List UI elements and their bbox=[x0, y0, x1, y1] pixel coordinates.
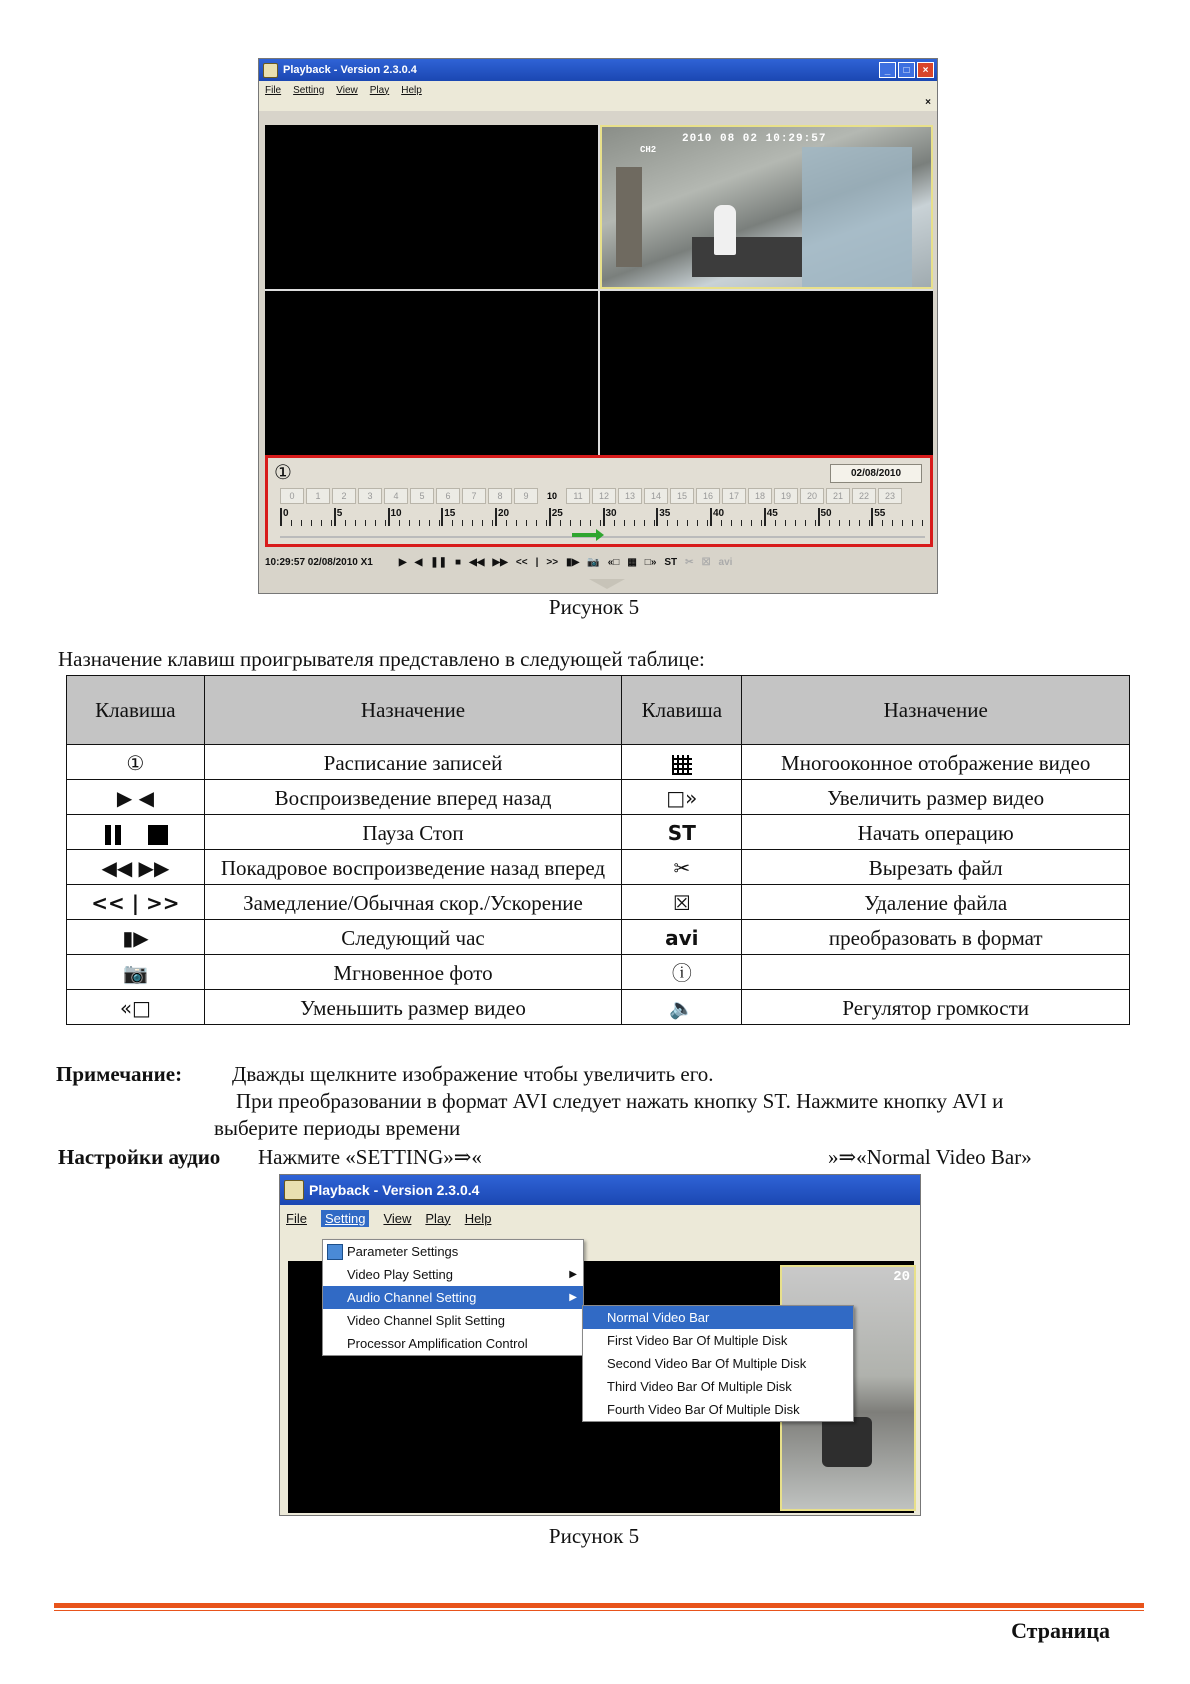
submenu-fourth-video-bar[interactable]: Fourth Video Bar Of Multiple Disk bbox=[607, 1402, 800, 1417]
title-bar bbox=[280, 1175, 920, 1205]
minute-mark: 40 bbox=[710, 508, 764, 526]
table-row bbox=[67, 745, 1130, 780]
minute-mark: 30 bbox=[603, 508, 657, 526]
footer-rule-thin bbox=[54, 1610, 1144, 1611]
audio-label: Настройки аудио bbox=[58, 1145, 221, 1169]
table-cell: Увеличить размер видео bbox=[742, 780, 1130, 815]
normal-speed-icon[interactable]: | bbox=[535, 556, 539, 568]
record-schedule-timeline bbox=[265, 455, 933, 547]
menu-file[interactable]: File bbox=[286, 1210, 307, 1226]
submenu-arrow-icon: ▶ bbox=[569, 1269, 577, 1280]
speed-control-icon: << | >> bbox=[67, 885, 205, 920]
menu-bar bbox=[280, 1205, 920, 1231]
submenu-second-video-bar[interactable]: Second Video Bar Of Multiple Disk bbox=[607, 1356, 807, 1371]
window-title: Playback - Version 2.3.0.4 bbox=[309, 1182, 480, 1198]
maximize-button[interactable]: □ bbox=[898, 62, 915, 78]
table-cell: Замедление/Обычная скор./Ускорение bbox=[204, 885, 621, 920]
page-label: Страница bbox=[1011, 1618, 1110, 1643]
next-hour-icon[interactable]: ▮▶ bbox=[566, 556, 580, 568]
close-button[interactable]: × bbox=[917, 62, 934, 78]
header-key-1: Клавиша bbox=[67, 676, 205, 745]
table-cell: Покадровое воспроизведение назад вперед bbox=[204, 850, 621, 885]
frame-back-icon[interactable]: ◀◀ bbox=[469, 556, 485, 568]
table-cell: Воспроизведение вперед назад bbox=[204, 780, 621, 815]
table-cell: Многооконное отображение видео bbox=[742, 745, 1130, 780]
menu-item-parameter-settings[interactable]: Parameter Settings bbox=[323, 1240, 583, 1263]
next-hour-icon: ▮▶ bbox=[67, 920, 205, 955]
hour-button[interactable]: 20 bbox=[800, 488, 824, 504]
hour-button[interactable]: 13 bbox=[618, 488, 642, 504]
setting-dropdown bbox=[322, 1239, 584, 1356]
hour-button[interactable]: 23 bbox=[878, 488, 902, 504]
table-cell bbox=[742, 955, 1130, 990]
camera-timestamp: 2010 08 02 10:29:57 bbox=[682, 133, 827, 145]
table-row bbox=[67, 815, 1130, 850]
play-reverse-icon: ▶ ◀ bbox=[67, 780, 205, 815]
hour-button[interactable]: 11 bbox=[566, 488, 590, 504]
menu-play[interactable]: Play bbox=[425, 1210, 451, 1226]
minute-mark: 55 bbox=[871, 508, 925, 526]
zoom-out-video-icon: «□ bbox=[67, 990, 205, 1025]
schedule-icon: ① bbox=[67, 745, 205, 780]
camera-scene-desk bbox=[692, 237, 802, 277]
hour-button[interactable]: 18 bbox=[748, 488, 772, 504]
multi-window-icon bbox=[622, 745, 742, 780]
panel-bar bbox=[259, 99, 937, 111]
window-title: Playback - Version 2.3.0.4 bbox=[283, 64, 417, 76]
table-row bbox=[67, 920, 1130, 955]
keys-table bbox=[66, 675, 1130, 1025]
slow-icon[interactable]: << bbox=[515, 556, 528, 568]
expand-handle-icon[interactable] bbox=[589, 579, 625, 589]
status-time: 10:29:57 02/08/2010 X1 bbox=[265, 556, 373, 568]
snapshot-icon[interactable]: 📷 bbox=[587, 556, 600, 568]
timeline-position-indicator[interactable] bbox=[572, 531, 604, 539]
menu-bar bbox=[259, 81, 937, 99]
table-cell: Начать операцию bbox=[742, 815, 1130, 850]
menu-item-video-channel-split[interactable]: Video Channel Split Setting bbox=[347, 1313, 506, 1328]
timeline-date[interactable]: 02/08/2010 bbox=[830, 464, 922, 483]
hour-button[interactable]: 3 bbox=[358, 488, 382, 504]
minute-mark: 25 bbox=[549, 508, 603, 526]
menu-item-audio-channel-setting[interactable]: Audio Channel Setting ▶ bbox=[323, 1286, 583, 1309]
video-pane-1[interactable] bbox=[265, 125, 598, 289]
hour-button[interactable]: 16 bbox=[696, 488, 720, 504]
hour-button[interactable]: 12 bbox=[592, 488, 616, 504]
hour-button[interactable]: 21 bbox=[826, 488, 850, 504]
hour-button[interactable]: 9 bbox=[514, 488, 538, 504]
table-cell: Пауза Стоп bbox=[204, 815, 621, 850]
minute-mark: 0 bbox=[280, 508, 334, 526]
hour-button[interactable]: 15 bbox=[670, 488, 694, 504]
parameter-settings-icon bbox=[327, 1244, 343, 1260]
table-cell: Следующий час bbox=[204, 920, 621, 955]
app-icon bbox=[284, 1180, 304, 1200]
submenu-first-video-bar[interactable]: First Video Bar Of Multiple Disk bbox=[607, 1333, 788, 1348]
cut-file-icon: ✂ bbox=[622, 850, 742, 885]
camera-osd-fragment: 20 bbox=[893, 1269, 910, 1285]
snapshot-camera-icon: 📷 bbox=[67, 955, 205, 990]
hour-button[interactable]: 14 bbox=[644, 488, 668, 504]
menu-help[interactable]: Help bbox=[401, 84, 422, 96]
figure-caption-1: Рисунок 5 bbox=[548, 595, 640, 619]
camera-scene-wall bbox=[802, 147, 912, 287]
video-pane-4[interactable] bbox=[600, 291, 933, 455]
menu-play[interactable]: Play bbox=[369, 84, 390, 96]
menu-item-video-play-setting[interactable]: Video Play Setting ▶ bbox=[323, 1263, 583, 1286]
hour-button[interactable]: 5 bbox=[410, 488, 434, 504]
avi-convert-icon: avi bbox=[622, 920, 742, 955]
menu-file[interactable]: File bbox=[265, 84, 282, 96]
hour-buttons bbox=[280, 488, 902, 504]
figure-caption-2: Рисунок 5 bbox=[548, 1524, 640, 1548]
title-bar bbox=[259, 59, 937, 81]
info-icon: ⓘ bbox=[622, 955, 742, 990]
table-row bbox=[67, 990, 1130, 1025]
submenu-normal-video-bar[interactable]: Normal Video Bar bbox=[583, 1306, 853, 1329]
menu-view[interactable]: View bbox=[383, 1210, 412, 1226]
note-line-3: выберите периоды времени bbox=[214, 1116, 461, 1140]
hour-button[interactable]: 8 bbox=[488, 488, 512, 504]
header-key-2: Клавиша bbox=[622, 676, 742, 745]
start-operation-icon: ST bbox=[622, 815, 742, 850]
stop-icon[interactable]: ■ bbox=[455, 556, 462, 568]
pause-stop-icon bbox=[67, 815, 205, 850]
playback-controls bbox=[265, 551, 933, 573]
hour-button[interactable]: 0 bbox=[280, 488, 304, 504]
avi-icon[interactable]: avi bbox=[718, 556, 733, 568]
multi-window-icon[interactable]: ▦ bbox=[627, 556, 637, 568]
hour-button[interactable]: 1 bbox=[306, 488, 330, 504]
intro-text: Назначение клавиш проигрывателя представлено в следующей таблице: bbox=[58, 647, 705, 671]
table-cell: Регулятор громкости bbox=[742, 990, 1130, 1025]
frame-forward-icon[interactable]: ▶▶ bbox=[492, 556, 508, 568]
minute-mark: 5 bbox=[334, 508, 388, 526]
table-cell: Удаление файла bbox=[742, 885, 1130, 920]
header-purpose-2: Назначение bbox=[742, 676, 1130, 745]
start-operation-icon[interactable]: ST bbox=[664, 556, 678, 568]
audio-text-a: Нажмите «SETTING»⇒« bbox=[258, 1145, 482, 1169]
submenu-arrow-icon: ▶ bbox=[569, 1292, 577, 1303]
camera-channel-label: CH2 bbox=[640, 145, 657, 155]
minimize-button[interactable]: _ bbox=[879, 62, 896, 78]
play-icon[interactable]: ▶ bbox=[398, 556, 407, 568]
minute-mark: 50 bbox=[818, 508, 872, 526]
submenu-third-video-bar[interactable]: Third Video Bar Of Multiple Disk bbox=[607, 1379, 792, 1394]
minute-mark: 35 bbox=[656, 508, 710, 526]
zoom-in-video-icon: □» bbox=[622, 780, 742, 815]
delete-file-icon: ☒ bbox=[622, 885, 742, 920]
hour-button[interactable]: 6 bbox=[436, 488, 460, 504]
hour-button[interactable]: 7 bbox=[462, 488, 486, 504]
timeline-marker: ① bbox=[274, 460, 292, 484]
menu-setting[interactable]: Setting bbox=[293, 84, 325, 96]
frame-step-icon: ◀◀ ▶▶ bbox=[67, 850, 205, 885]
table-row bbox=[67, 850, 1130, 885]
minute-ruler[interactable] bbox=[280, 508, 925, 528]
playback-window-screenshot bbox=[258, 58, 938, 594]
footer-rule bbox=[54, 1603, 1144, 1608]
minute-mark: 45 bbox=[764, 508, 818, 526]
video-pane-3[interactable] bbox=[265, 291, 598, 455]
app-icon bbox=[263, 63, 278, 78]
table-cell: преобразовать в формат bbox=[742, 920, 1130, 955]
table-row bbox=[67, 885, 1130, 920]
cut-icon[interactable]: ✂ bbox=[685, 556, 694, 568]
video-pane-2[interactable] bbox=[600, 125, 933, 289]
zoom-in-icon[interactable]: □» bbox=[644, 556, 657, 568]
panel-close-icon[interactable]: × bbox=[925, 97, 931, 108]
hour-button[interactable]: 19 bbox=[774, 488, 798, 504]
video-grid bbox=[265, 125, 933, 455]
zoom-out-icon[interactable]: «□ bbox=[607, 556, 620, 568]
header-purpose-1: Назначение bbox=[204, 676, 621, 745]
camera-scene-chair bbox=[822, 1417, 872, 1467]
volume-icon: 🔈 bbox=[622, 990, 742, 1025]
menu-help[interactable]: Help bbox=[464, 1210, 492, 1226]
menu-item-processor-amplification[interactable]: Processor Amplification Control bbox=[347, 1336, 528, 1351]
delete-icon[interactable]: ☒ bbox=[701, 556, 711, 568]
minute-mark: 20 bbox=[495, 508, 549, 526]
hour-button[interactable]: 17 bbox=[722, 488, 746, 504]
table-row bbox=[67, 780, 1130, 815]
hour-button[interactable]: 2 bbox=[332, 488, 356, 504]
play-reverse-icon[interactable]: ◀ bbox=[414, 556, 423, 568]
audio-text-b: »⇒«Normal Video Bar» bbox=[828, 1145, 1032, 1169]
table-cell: Уменьшить размер видео bbox=[204, 990, 621, 1025]
minute-mark: 15 bbox=[441, 508, 495, 526]
camera-scene-door bbox=[616, 167, 642, 267]
menu-setting[interactable]: Setting bbox=[321, 1210, 369, 1227]
hour-button[interactable]: 10 bbox=[546, 491, 557, 501]
camera-scene-person bbox=[714, 205, 736, 255]
table-cell: Мгновенное фото bbox=[204, 955, 621, 990]
note-line-1: Дважды щелкните изображение чтобы увеличить его. bbox=[232, 1062, 714, 1086]
hour-button[interactable]: 4 bbox=[384, 488, 408, 504]
audio-channel-submenu bbox=[582, 1305, 854, 1422]
pause-icon[interactable]: ❚❚ bbox=[430, 556, 448, 568]
note-label: Примечание: bbox=[56, 1062, 183, 1086]
setting-menu-screenshot bbox=[279, 1174, 921, 1516]
table-cell: Расписание записей bbox=[204, 745, 621, 780]
table-row bbox=[67, 955, 1130, 990]
menu-view[interactable]: View bbox=[336, 84, 358, 96]
fast-icon[interactable]: >> bbox=[546, 556, 559, 568]
hour-button[interactable]: 22 bbox=[852, 488, 876, 504]
table-cell: Вырезать файл bbox=[742, 850, 1130, 885]
note-line-2: При преобразовании в формат AVI следует нажать кнопку ST. Нажмите кнопку AVI и bbox=[236, 1089, 1004, 1113]
minute-mark: 10 bbox=[388, 508, 442, 526]
